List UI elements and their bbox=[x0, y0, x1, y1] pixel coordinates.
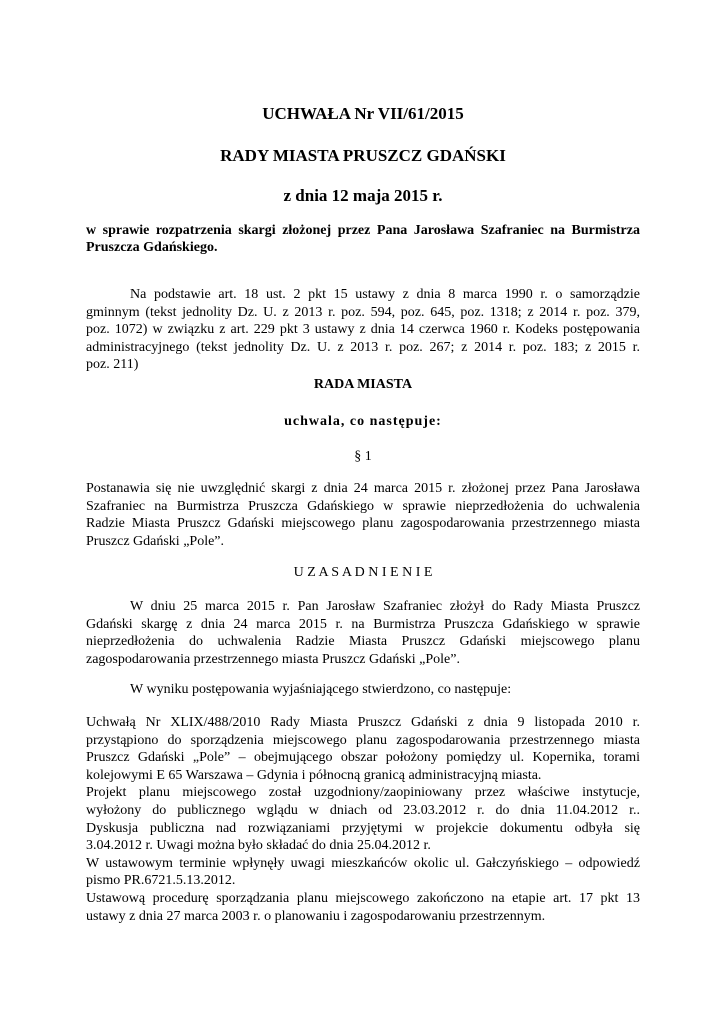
section1-line: Postanawia się nie uwzględnić skargi z dnia 24 marca 2015 r. złożonej przez Pana Jarosława bbox=[86, 481, 640, 496]
justification-line: Dyskusja publiczna nad rozwiązaniami przyjętymi w projekcie dokumentu odbyła się bbox=[86, 820, 640, 836]
justification-line: Uchwałą Nr XLIX/488/2010 Rady Miasta Pruszcz Gdański z dnia 9 listopada 2010 r. bbox=[86, 715, 640, 730]
section1-line: Szafraniec na Burmistrza Pruszcza Gdańskiego w sprawie nieprzedłożenia do uchwalenia bbox=[86, 498, 640, 514]
section-mark: § 1 bbox=[354, 449, 372, 464]
legal-basis-line: poz. 1072) w związku z art. 229 pkt 3 ustawy z dnia 14 czerwca 1960 r. Kodeks postępowania bbox=[86, 322, 640, 338]
justification-line: pismo PR.6721.5.13.2012. bbox=[86, 873, 236, 889]
justification-line: W dniu 25 marca 2015 r. Pan Jarosław Szafraniec złożył do Rady Miasta Pruszcz bbox=[130, 599, 640, 614]
justification-line: przystąpiono do sporządzenia miejscowego planu zagospodarowania przestrzennego miasta bbox=[86, 732, 640, 748]
council-heading: RADA MIASTA bbox=[313, 377, 413, 392]
section1-paragraph bbox=[86, 480, 640, 550]
justification-line: zagospodarowania przestrzennego miasta Pruszcz Gdański „Pole”. bbox=[86, 651, 460, 667]
justification-line: ustawy z dnia 27 marca 2003 r. o planowaniu i zagospodarowaniu przestrzennym. bbox=[86, 908, 546, 924]
resolves-heading: uchwala, co następuje: bbox=[284, 414, 442, 429]
resolution-issuer: RADY MIASTA PRUSZCZ GDAŃSKI bbox=[220, 146, 506, 165]
justification-heading: U Z A S A D N I E N I E bbox=[293, 565, 433, 580]
legal-basis-line: administracyjnego (tekst jednolity Dz. U. z 2013 r. poz. 267; z 2014 r. poz. 183; z 2015 r. bbox=[86, 339, 640, 355]
justification-line: Projekt planu miejscowego został uzgodniony/zaopiniowany przez właściwe instytucje, bbox=[86, 785, 640, 801]
justification-line: wyłożony do publicznego wglądu w dniach od 23.03.2012 r. do dnia 11.04.2012 r.. bbox=[86, 802, 640, 818]
resolution-subject bbox=[86, 222, 640, 256]
legal-basis-line: gminnym (tekst jednolity Dz. U. z 2013 r. poz. 594, poz. 645, poz. 1318; z 2014 r. poz. 379, bbox=[86, 304, 640, 320]
justification-paragraph-2: W wyniku postępowania wyjaśniającego stwierdzono, co następuje: bbox=[130, 682, 512, 697]
justification-line: Gdański skargę z dnia 24 marca 2015 r. na Burmistrza Pruszcza Gdańskiego w sprawie bbox=[86, 616, 640, 632]
subject-line: w sprawie rozpatrzenia skargi złożonej przez Pana Jarosława Szafraniec na Burmistrza bbox=[86, 223, 640, 238]
legal-basis-line: poz. 211) bbox=[86, 357, 139, 373]
justification-paragraph-1 bbox=[86, 598, 640, 668]
section1-line: Pruszcz Gdański „Pole”. bbox=[86, 533, 225, 549]
justification-paragraph-3 bbox=[86, 714, 640, 925]
justification-line: Ustawową procedurę sporządzania planu miejscowego zakończono na etapie art. 17 pkt 13 bbox=[86, 890, 640, 906]
legal-basis-paragraph bbox=[86, 286, 640, 374]
justification-line: 3.04.2012 r. Uwagi można było składać do dnia 25.04.2012 r. bbox=[86, 838, 431, 854]
section1-line: Radzie Miasta Pruszcz Gdański miejscowego planu zagospodarowania przestrzennego miasta bbox=[86, 516, 640, 532]
legal-basis-line: Na podstawie art. 18 ust. 2 pkt 15 ustawy z dnia 8 marca 1990 r. o samorządzie bbox=[130, 287, 640, 302]
subject-line: Pruszcza Gdańskiego. bbox=[86, 240, 218, 255]
resolution-date: z dnia 12 maja 2015 r. bbox=[283, 186, 443, 205]
justification-line: kolejowymi E 65 Warszawa – Gdynia i północną granicą administracyjną miasta. bbox=[86, 767, 542, 783]
resolution-title: UCHWAŁA Nr VII/61/2015 bbox=[262, 104, 464, 123]
justification-line: W ustawowym terminie wpłynęły uwagi mieszkańców okolic ul. Gałczyńskiego – odpowiedź bbox=[86, 855, 640, 871]
justification-line: nieprzedłożenia do uchwalenia Radzie Miasta Pruszcz Gdański miejscowego planu bbox=[86, 634, 640, 650]
justification-line: Pruszcz Gdański „Pole” – obejmującego obszar położony pomiędzy ul. Kopernika, torami bbox=[86, 750, 640, 766]
